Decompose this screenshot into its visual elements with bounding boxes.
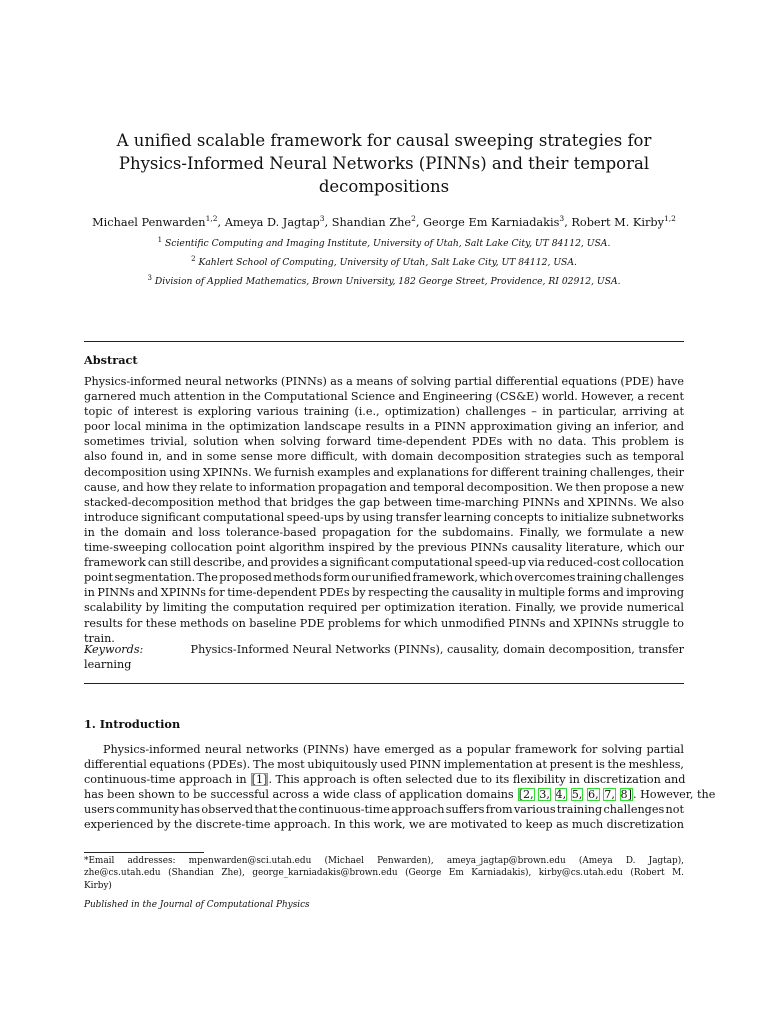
abstract-line-text: garnered much attention in the Computational Science and Engineering (CS&E) world. However, a recent: [84, 390, 684, 404]
text-span: users community has observed that the continuous-time approach suffers from various training challenges not: [84, 803, 684, 817]
footnote-line: [84, 855, 684, 867]
abstract-line-text: in PINNs and XPINNs for time-dependent PDEs by respecting the causality in multiple forms and improving: [84, 586, 684, 600]
citation-link[interactable]: 4,: [555, 788, 567, 802]
abstract-line: [84, 404, 684, 419]
abstract-line-text: Physics-informed neural networks (PINNs) as a means of solving partial differential equations (PDE) have: [84, 375, 684, 388]
abstract-line-text: results for these methods on baseline PDE problems for which unmodified PINNs and XPINNs struggle to: [84, 616, 684, 630]
citation-link[interactable]: 3,: [539, 788, 550, 802]
affiliation-mark: 2: [191, 255, 196, 263]
abstract-line: [84, 434, 684, 449]
abstract-line-text: poor local minima in the optimization landscape results in a PINN approximation giving an inferior, and: [84, 420, 684, 434]
author-name: Robert M. Kirby: [571, 215, 664, 229]
footnote-text: *Email addresses: mpenwarden@sci.utah.edu (Michael Penwarden), ameya_jagtap@brown.edu (Ameya D. Jagtap),: [84, 856, 684, 866]
abstract-line: [84, 495, 684, 510]
abstract-line-text: sometimes trivial, solution when solving forward time-dependent PDEs with no data. This problem is: [84, 435, 684, 449]
journal-note: Published in the Journal of Computational Physics: [84, 900, 310, 910]
citation-link[interactable]: 5,: [571, 788, 583, 802]
author-name: George Em Karniadakis: [423, 215, 560, 229]
citation-link[interactable]: [2,: [518, 788, 534, 802]
text-span: experienced by the discrete-time approach. In this work, we are motivated to keep as much discretization: [84, 818, 684, 832]
author-affiliation-mark: 2: [411, 214, 416, 223]
abstract-line: [84, 374, 684, 389]
affiliation: [84, 274, 684, 287]
affiliation-text: Scientific Computing and Imaging Institute, University of Utah, Salt Lake City, UT 84112, USA.: [165, 238, 611, 250]
citation-link[interactable]: [1]: [251, 773, 268, 787]
affiliation: [84, 236, 684, 249]
affiliation-text: Kahlert School of Computing, University of Utah, Salt Lake City, UT 84112, USA.: [198, 257, 577, 269]
text-span: has been shown to be successful across a wide class of application domains: [84, 788, 514, 802]
title-line: Physics-Informed Neural Networks (PINNs) and their temporal: [118, 154, 650, 173]
abstract-line: [84, 600, 684, 615]
author-affiliation-mark: 3: [319, 214, 325, 223]
introduction-body: [84, 742, 716, 833]
abstract-line: [84, 510, 684, 525]
footnote-text: zhe@cs.utah.edu (Shandian Zhe), george_karniadakis@brown.edu (George Em Karniadakis), kirby@cs.utah.edu (Robert M.: [84, 868, 684, 879]
text-span: continuous-time approach in: [84, 773, 247, 787]
abstract-line-text: stacked-decomposition method that bridges the gap between time-marching PINNs and XPINNs. We also: [84, 495, 684, 509]
footnote-line: [84, 880, 684, 892]
keywords: [84, 642, 684, 672]
text-line: [84, 772, 684, 787]
footnote-email: [84, 855, 684, 892]
text-span: . This approach is often selected due to its flexibility in discretization and: [268, 773, 686, 787]
text-line: [84, 787, 716, 802]
text-line: [84, 817, 684, 832]
abstract-line-text: in the domain and loss tolerance-based propagation for the subdomains. Finally, we formulate a new: [84, 525, 684, 539]
abstract-body: [84, 374, 684, 646]
footnote-rule: [84, 852, 204, 853]
affiliation-mark: 1: [157, 236, 163, 244]
text-line: [84, 802, 684, 817]
abstract-line-text: time-sweeping collocation point algorithm inspired by the previous PINNs causality literature, which our: [84, 541, 684, 555]
abstract-line-text: cause, and how they relate to information propagation and temporal decomposition. We then propose a new: [84, 480, 684, 494]
paper-title: [84, 129, 684, 198]
abstract-line: [84, 570, 684, 585]
text-line: [84, 757, 684, 772]
abstract-line-text: point segmentation. The proposed methods form our unified framework, which overcomes training challenges: [84, 571, 684, 585]
author-affiliation-mark: 3: [559, 214, 565, 223]
citation-link[interactable]: 6,: [588, 788, 599, 802]
abstract-line: [84, 449, 684, 464]
abstract-line-text: scalability by limiting the computation required per optimization iteration. Finally, we provide numerical: [84, 601, 684, 615]
footnote-text: Kirby): [84, 880, 112, 891]
author-name: Michael Penwarden: [92, 215, 206, 229]
abstract-line: [84, 585, 684, 600]
abstract-line-text: introduce significant computational speed-ups by using transfer learning concepts to initialize subnetworks: [84, 510, 684, 524]
title-line: A unified scalable framework for causal sweeping strategies for: [116, 131, 652, 150]
abstract-line: [84, 555, 684, 570]
keywords-text: Physics-Informed Neural Networks (PINNs), causality, domain decomposition, transfer: [190, 643, 684, 656]
abstract-line: [84, 480, 684, 495]
section-heading-introduction: 1. Introduction: [84, 717, 181, 731]
keywords-label: Keywords:: [84, 643, 144, 656]
author-name: Ameya D. Jagtap: [224, 215, 320, 229]
abstract-line: [84, 465, 684, 480]
text-span: . However, the: [633, 788, 716, 802]
abstract-line-text: decomposition using XPINNs. We furnish examples and explanations for different training challenges, their: [84, 465, 684, 479]
text-span: differential equations (PDEs). The most ubiquitously used PINN implementation at present is the meshless,: [84, 758, 684, 772]
author-affiliation-mark: 1,2: [663, 214, 676, 223]
abstract-line: [84, 419, 684, 434]
abstract-line-text: framework can still describe, and provides a significant computational speed-up via reduced-cost collocation: [84, 556, 684, 570]
abstract-line: [84, 616, 684, 631]
author-name: Shandian Zhe: [331, 215, 412, 229]
text-line: [84, 742, 684, 757]
abstract-line-text: train.: [84, 631, 115, 645]
affiliation-mark: 3: [147, 274, 152, 282]
citation-link[interactable]: 7,: [604, 788, 615, 802]
text-span: Physics-informed neural networks (PINNs) have emerged as a popular framework for solving partial: [103, 743, 684, 756]
affiliation: [84, 255, 684, 268]
abstract-line: [84, 540, 684, 555]
abstract-line: [84, 525, 684, 540]
abstract-top-rule: [84, 341, 684, 342]
abstract-line-text: also found in, and in some sense more difficult, with domain decomposition strategies such as temporal: [84, 450, 684, 464]
citation-link[interactable]: 8]: [620, 788, 633, 802]
abstract-bottom-rule: [84, 683, 684, 684]
abstract-heading: Abstract: [84, 353, 138, 367]
abstract-line-text: topic of interest is exploring various training (i.e., optimization) challenges – in particular, arriving at: [84, 405, 684, 419]
title-line: decompositions: [318, 177, 450, 196]
footnote-line: [84, 867, 684, 879]
affiliation-text: Division of Applied Mathematics, Brown University, 182 George Street, Providence, RI 02912, USA.: [154, 276, 621, 288]
author-list: Michael Penwarden$^{1,2}$, Ameya D. Jagtap$^3$, Shandian Zhe$^2$, George Em Karniadakis$^3$, Robert M. Kirby$^{1,2}$: [92, 214, 676, 229]
author-affiliation-mark: 1,2: [205, 214, 218, 223]
abstract-line: [84, 389, 684, 404]
keywords-text: learning: [84, 658, 132, 672]
